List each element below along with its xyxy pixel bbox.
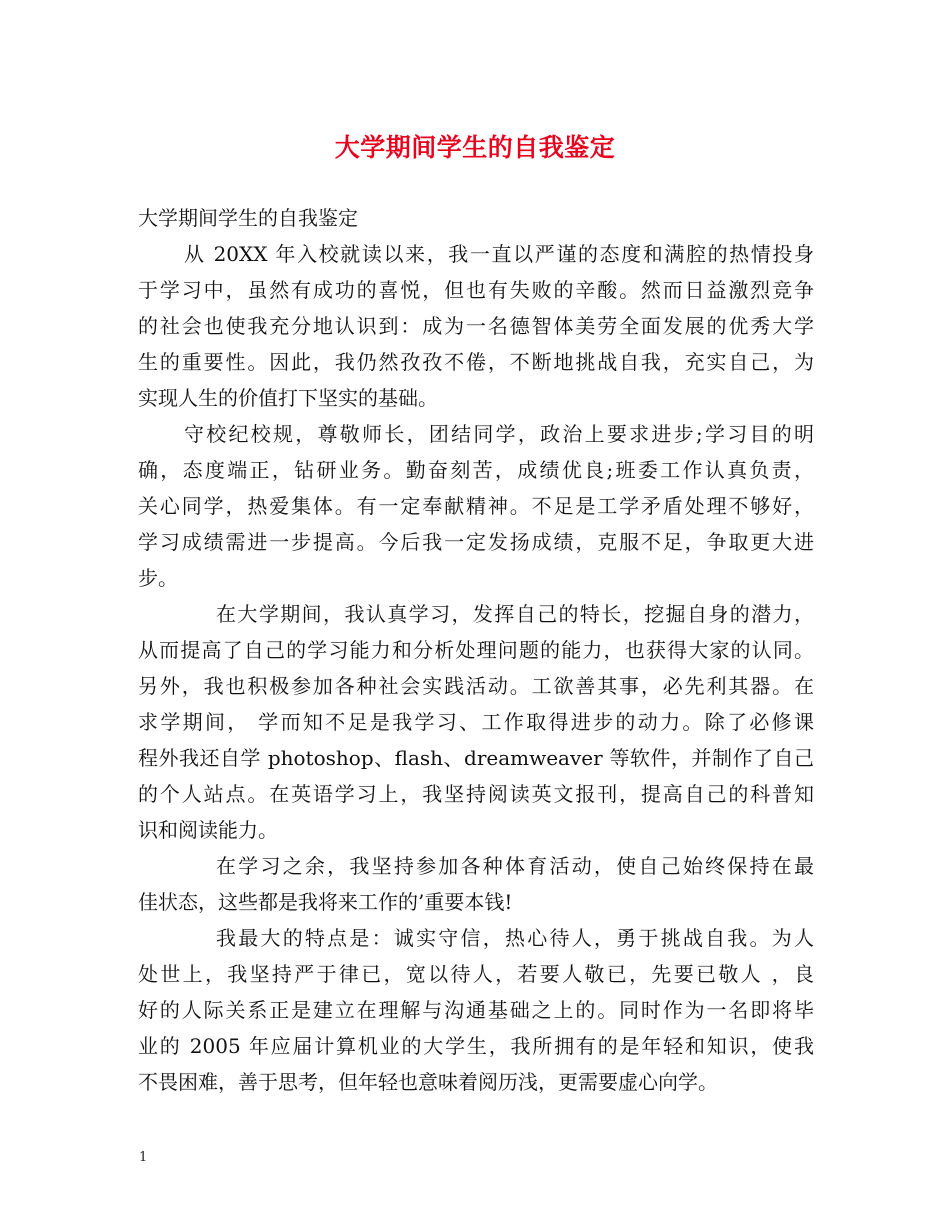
- subtitle-line: 大学期间学生的自我鉴定: [138, 206, 358, 230]
- body-line: 学习成绩需进一步提高。今后我一定发扬成绩，克服不足，争取更大进: [138, 530, 814, 554]
- body-line: 步。: [138, 566, 178, 590]
- body-line: 的个人站点。在英语学习上，我坚持阅读英文报刊，提高自己的科普知: [138, 782, 814, 806]
- body-line: 从而提高了自己的学习能力和分析处理问题的能力，也获得大家的认同。: [138, 638, 814, 662]
- document-title: 大学期间学生的自我鉴定: [334, 133, 616, 162]
- body-line: 守校纪校规，尊敬师长，团结同学，政治上要求进步;学习目的明: [184, 422, 814, 446]
- body-line: 处世上，我坚持严于律已，宽以待人，若要人敬已，先要已敬人 ，良: [138, 962, 814, 986]
- body-line: 在大学期间，我认真学习，发挥自己的特长，挖掘自身的潜力，: [216, 602, 814, 626]
- body-line: 业的 2005 年应届计算机业的大学生，我所拥有的是年轻和知识，使我: [138, 1034, 814, 1058]
- body-line: 确，态度端正，钻研业务。勤奋刻苦，成绩优良;班委工作认真负责，: [138, 458, 814, 482]
- body-line: 关心同学，热爱集体。有一定奉献精神。不足是工学矛盾处理不够好，: [138, 494, 814, 518]
- page-number: 1: [139, 1150, 148, 1165]
- body-line: 实现人生的价值打下坚实的基础。: [138, 386, 438, 410]
- body-line: 另外，我也积极参加各种社会实践活动。工欲善其事，必先利其器。在: [138, 674, 814, 698]
- body-line: 求学期间， 学而知不足是我学习、工作取得进步的动力。除了必修课: [138, 710, 814, 734]
- body-line: 于学习中，虽然有成功的喜悦，但也有失败的辛酸。然而日益激烈竞争: [138, 278, 814, 302]
- body-line: 生的重要性。因此，我仍然孜孜不倦，不断地挑战自我，充实自己，为: [138, 350, 814, 374]
- body-line: 从 20XX 年入校就读以来，我一直以严谨的态度和满腔的热情投身: [184, 242, 814, 266]
- body-line: 佳状态，这些都是我将来工作的’重要本钱!: [138, 890, 513, 914]
- document-body: [138, 200, 814, 1100]
- body-line: 的社会也使我充分地认识到：成为一名德智体美劳全面发展的优秀大学: [138, 314, 814, 338]
- body-line: 不畏困难，善于思考，但年轻也意味着阅历浅，更需要虚心向学。: [138, 1070, 718, 1094]
- body-line: 识和阅读能力。: [138, 818, 278, 842]
- body-line: 程外我还自学 photoshop、flash、dreamweaver 等软件，并制作了自己: [138, 746, 814, 770]
- body-line: 在学习之余，我坚持参加各种体育活动，使自己始终保持在最: [216, 854, 814, 878]
- body-line: 我最大的特点是：诚实守信，热心待人，勇于挑战自我。为人: [216, 926, 814, 950]
- body-line: 好的人际关系正是建立在理解与沟通基础之上的。同时作为一名即将毕: [138, 998, 814, 1022]
